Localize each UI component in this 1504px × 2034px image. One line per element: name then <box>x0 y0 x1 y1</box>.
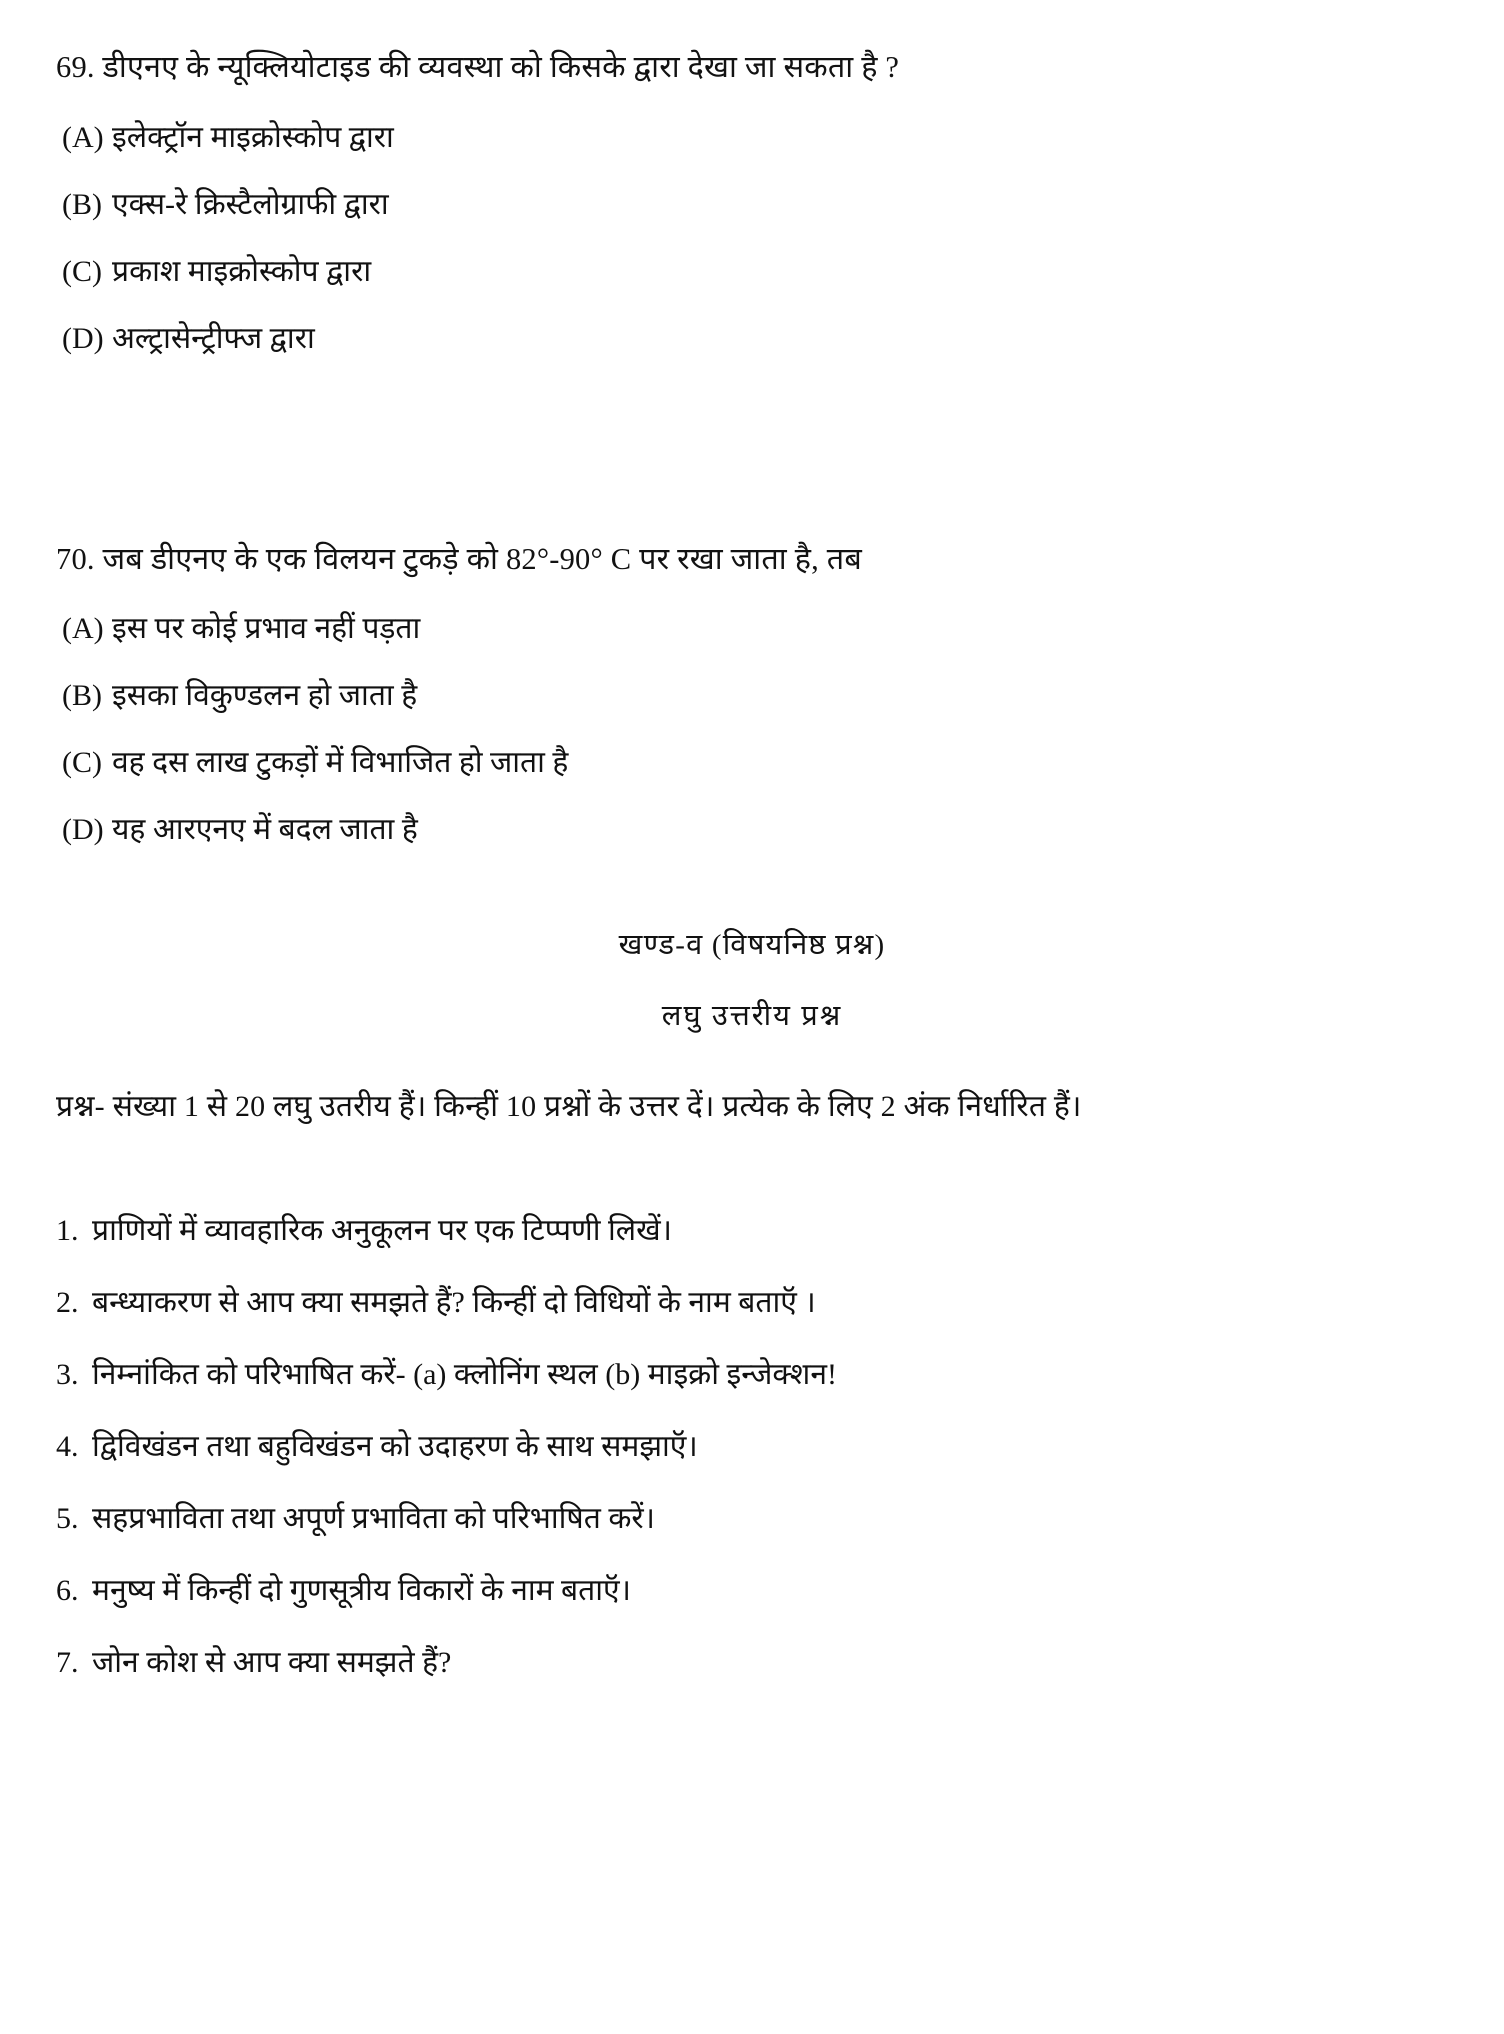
option-tag-69-b: (B) <box>62 187 102 221</box>
section-heading: खण्ड-व (विषयनिष्ठ प्रश्न) <box>618 929 886 961</box>
option-row-69-c[interactable] <box>56 254 1448 288</box>
section-subheading: लघु उत्तरीय प्रश्न <box>661 1000 843 1032</box>
short-answer-number-1: 1. <box>56 1213 79 1247</box>
option-row-70-b[interactable] <box>56 681 1448 711</box>
option-tag-69-a: (A) <box>62 120 104 154</box>
option-text-70-c: वह दस लाख टुकड़ों में विभाजित हो जाता है <box>112 746 569 779</box>
section-gap-2 <box>56 845 1448 931</box>
option-tag-69-c: (C) <box>62 254 102 288</box>
short-answer-item-6 <box>56 1573 1448 1607</box>
short-answer-text-6: मनुष्य में किन्हीं दो गुणसूत्रीय विकारों के नाम बताऍ। <box>92 1573 632 1607</box>
short-answer-number-4: 4. <box>56 1429 79 1463</box>
short-answer-number-2: 2. <box>56 1285 79 1319</box>
short-answer-text-3: निम्नांकित को परिभाषित करें- (a) क्लोनिंग स्थल (b) माइक्रो इन्जेक्शन! <box>92 1357 837 1391</box>
short-answer-text-4: द्विविखंडन तथा बहुविखंडन को उदाहरण के साथ समझाऍ। <box>92 1429 698 1463</box>
option-text-70-a: इस पर कोई प्रभाव नहीं पड़ता <box>112 612 421 645</box>
option-row-70-a[interactable] <box>56 614 1448 644</box>
short-answer-item-4 <box>56 1429 1448 1463</box>
question-text-70: 70. जब डीएनए के एक विलयन टुकड़े को 82°-90° C पर रखा जाता है, तब <box>56 541 862 576</box>
short-answer-item-7 <box>56 1645 1448 1679</box>
option-row-69-d[interactable] <box>56 321 1448 355</box>
option-text-69-a: इलेक्ट्रॉन माइक्रोस्कोप द्वारा <box>112 120 394 154</box>
short-answer-number-7: 7. <box>56 1645 79 1679</box>
short-answer-text-2: बन्ध्याकरण से आप क्या समझते हैं? किन्हीं दो विधियों के नाम बताऍ । <box>92 1285 816 1319</box>
option-tag-69-d: (D) <box>62 321 104 355</box>
short-answer-text-5: सहप्रभाविता तथा अपूर्ण प्रभाविता को परिभाषित करें। <box>92 1501 656 1535</box>
option-row-70-d[interactable] <box>56 815 1448 845</box>
short-answer-text-7: जोन कोश से आप क्या समझते हैं? <box>92 1645 452 1679</box>
option-tag-70-a: (A) <box>62 612 104 645</box>
option-text-69-d: अल्ट्रासेन्ट्रीफ्ज द्वारा <box>112 321 315 355</box>
option-text-69-c: प्रकाश माइक्रोस्कोप द्वारा <box>112 254 372 288</box>
option-text-70-b: इसका विकुण्डलन हो जाता है <box>112 679 418 712</box>
section-instructions: प्रश्न- संख्या 1 से 20 लघु उतरीय हैं। किन्हीं 10 प्रश्नों के उत्तर दें। प्रत्येक के लिए 2 अंक निर्धारित हैं। <box>56 1090 1082 1123</box>
option-tag-70-b: (B) <box>62 679 102 712</box>
question-text-69: 69. डीएनए के न्यूक्लियोटाइड की व्यवस्था को किसके द्वारा देखा जा सकता है ? <box>56 50 900 84</box>
option-row-70-c[interactable] <box>56 748 1448 778</box>
option-row-69-a[interactable] <box>56 120 1448 154</box>
section-gap-1 <box>56 440 1448 544</box>
option-tag-70-c: (C) <box>62 746 102 779</box>
mcq-block-70 <box>56 541 1448 846</box>
short-answer-text-1: प्राणियों में व्यावहारिक अनुकूलन पर एक टिप्पणी लिखें। <box>92 1213 672 1247</box>
option-text-69-b: एक्स-रे क्रिस्टैलोग्राफी द्वारा <box>112 187 389 221</box>
short-answer-question-list <box>56 1213 1448 1679</box>
mcq-block-69 <box>56 52 1448 354</box>
short-answer-item-1 <box>56 1213 1448 1247</box>
short-answer-number-3: 3. <box>56 1357 79 1391</box>
option-text-70-d: यह आरएनए में बदल जाता है <box>112 813 418 846</box>
short-answer-number-6: 6. <box>56 1573 79 1607</box>
short-answer-item-5 <box>56 1501 1448 1535</box>
option-tag-70-d: (D) <box>62 813 104 846</box>
short-answer-item-2 <box>56 1285 1448 1319</box>
short-answer-item-3 <box>56 1357 1448 1391</box>
short-answer-number-5: 5. <box>56 1501 79 1535</box>
option-row-69-b[interactable] <box>56 187 1448 221</box>
